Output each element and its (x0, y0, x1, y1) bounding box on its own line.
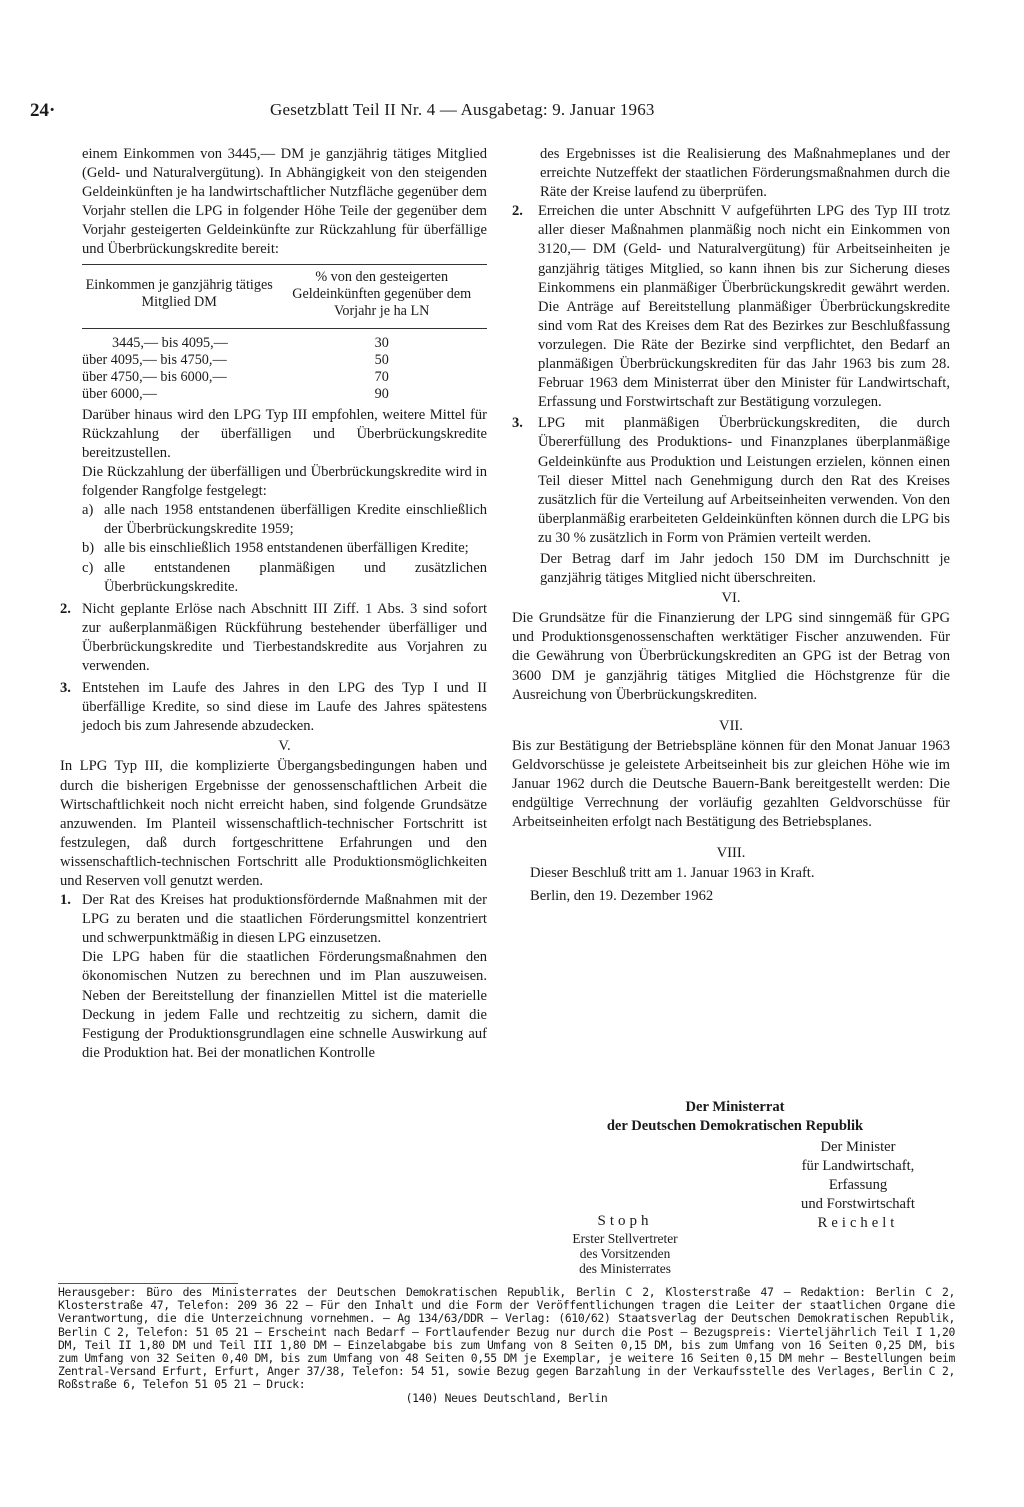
paragraph: Darüber hinaus wird den LPG Typ III empfohlen, weitere Mittel für Rückzahlung der überfälligen und Überbrückungskredite bereitzustellen. (82, 406, 487, 461)
paragraph: des Ergebnisses ist die Realisierung des Maßnahmeplanes und der erreichte Nutzeffekt der staatlichen Förderungsmaßnahmen durch die Räte der Kreise laufend zu überprüfen. (540, 146, 950, 201)
deputy-block (540, 1212, 710, 1276)
table-cell-percent: 50 (374, 351, 389, 368)
minister-title-line: und Forstwirtschaft (801, 1196, 915, 1212)
list-text: alle entstandenen planmäßigen und zusätzlichen Überbrückungskredite. (104, 559, 487, 595)
table-row (82, 328, 487, 352)
imprint-printer: (140) Neues Deutschland, Berlin (405, 1390, 608, 1405)
table-cell-range: über 4750,— bis 6000,— (82, 369, 227, 386)
list-text: Nicht geplante Erlöse nach Abschnitt III Ziff. 1 Abs. 3 sind sofort zur außerplanmäßigen Rückführung bestehender überfälliger und Überbrückungskredite und Tierbestandskredite aus Vorjahren zu verwenden. (82, 600, 487, 674)
paragraph: Die Rückzahlung der überfälligen und Überbrückungskredite wird in folgender Rangfolge festgelegt: (82, 464, 487, 500)
page-header (30, 96, 750, 126)
table-cell-range: 3445,— bis 4095,— (112, 334, 228, 351)
list-item (512, 414, 950, 548)
section-heading-v: V. (278, 738, 291, 755)
footer-divider (58, 1283, 238, 1284)
list-text: Erreichen die unter Abschnitt V aufgeführten LPG des Typ III trotz aller dieser Maßnahmen planmäßig noch nicht ein Einkommen von 3120,— DM (Geld- und Naturalvergütung) für Arbeitseinheiten je ganzjährig tätiges Mitglied, so kann ihnen bis zur Sicherung dieses Einkommens ein planmäßiger Überbrückungskredit gewährt werden. Die Anträge auf Bereitstellung planmäßiger Überbrückungskredite sind vom Rat des Kreises dem Rat des Bezirkes zur Beschlußfassung vorzulegen. Die Räte der Bezirke sind verpflichtet, den Bedarf an planmäßigen Überbrückungskrediten für das Jahr 1963 bis zum 28. Februar 1963 dem Ministerrat über den Minister für Landwirtschaft, Erfassung und Forstwirtschaft zur Bestätigung vorzulegen. (538, 203, 950, 411)
imprint-text: Herausgeber: Büro des Ministerrates der Deutschen Demokratischen Republik, Berlin C 2, Klosterstraße 47 — Redaktion: Berlin C 2, Klosterstraße 47, Telefon: 209 36 22 — Für den Inhalt und die Form der Veröffentlichungen tragen die Leiter der staatlichen Organe die Verantwortung, die die Unterzeichnung vornehmen. — Ag 134/63/DDR — Verlag: (610/62) Staatsverlag der Deutschen Demokratischen Republik, Berlin C 2, Telefon: 51 05 21 — Erscheint nach Bedarf — Fortlaufender Bezug nur durch die Post — Bezugspreis: Vierteljährlich Teil I 1,20 DM, Teil II 1,80 DM und Teil III 1,80 DM — Einzelabgabe bis zum Umfang von 8 Seiten 0,15 DM, bis zum Umfang von 16 Seiten 0,25 DM, bis zum Umfang von 32 Seiten 0,40 DM, bis zum Umfang von 48 Seiten 0,55 DM je Exemplar, je weitere 16 Seiten 0,15 DM mehr — Bestellungen beim Zentral-Versand Erfurt, Erfurt, Anger 37/38, Telefon: 54 51, sowie Bezug gegen Barzahlung in der Verkaufsstelle des Verlages, Berlin C 2, Roßstraße 6, Telefon 51 05 21 — Druck: (58, 1285, 955, 1392)
table-header-percent: % von den gesteigerten Geldeinkünften gegenüber dem Vorjahr je ha LN (276, 264, 487, 328)
list-item (60, 600, 487, 676)
list-marker: c) (82, 559, 94, 576)
table-cell-percent: 90 (374, 386, 389, 403)
deputy-title-line: des Vorsitzenden (579, 1246, 671, 1261)
minister-name: Reichelt (817, 1215, 899, 1231)
paragraph: Die LPG haben für die staatlichen Förderungsmaßnahmen den ökonomischen Nutzen zu berechnen und im Plan auszuweisen. Neben der Bereitstellung der finanziellen Mittel ist die materielle Deckung in jedem Falle und rechtzeitig zu sichern, damit die Festigung der Produktionsgrundlagen eine schnelle Auswirkung auf die Produktion hat. Bei der monatlichen Kontrolle (82, 949, 487, 1061)
page-number: 24· (30, 100, 56, 121)
place-date: Berlin, den 19. Dezember 1962 (530, 888, 714, 905)
paragraph: Die Grundsätze für die Finanzierung der LPG sind sinngemäß für GPG und Produktionsgenossenschaften werktätiger Fischer anzuwenden. Für die Gewährung von Überbrückungskrediten an GPG ist der Betrag von 3600 DM je ganzjährig tätiges Mitglied die Höchstgrenze für die Ausreichung von Überbrückungskrediten. (512, 610, 950, 703)
right-column (512, 145, 950, 907)
running-title: Gesetzblatt Teil II Nr. 4 — Ausgabetag: 9. Januar 1963 (270, 100, 655, 119)
imprint (58, 1286, 955, 1405)
minister-title-line: Erfassung (828, 1177, 888, 1193)
list-marker: 3. (60, 680, 71, 697)
list-item (512, 202, 950, 412)
minister-title-line: Der Minister (820, 1139, 896, 1155)
list-item (60, 891, 487, 948)
left-column (60, 145, 487, 1063)
table-cell-percent: 30 (374, 334, 389, 351)
list-marker: b) (82, 540, 95, 557)
list-item (60, 679, 487, 736)
intro-paragraph: einem Einkommen von 3445,— DM je ganzjährig tätiges Mitglied (Geld- und Naturalvergütung). In Abhängigkeit von den steigenden Geldeinkünften je ha landwirtschaftlicher Nutzfläche gegenüber dem Vorjahr stellen die LPG in folgender Höhe Teile der gegenüber dem Vorjahr gesteigerten Geldeinkünfte zur Rückzahlung für überfällige und Überbrückungskredite bereit: (82, 146, 487, 258)
list-marker: 2. (60, 600, 71, 617)
signature-body-line: Der Ministerrat (685, 1099, 785, 1115)
minister-title-line: für Landwirtschaft, (801, 1158, 915, 1174)
deputy-name: Stoph (597, 1213, 653, 1229)
income-table (82, 264, 487, 404)
list-text: alle bis einschließlich 1958 entstandenen überfälligen Kredite; (104, 540, 469, 557)
list-item (82, 559, 487, 597)
deputy-title-line: des Ministerrates (579, 1261, 671, 1276)
list-marker: 3. (512, 415, 523, 432)
section-heading-vii: VII. (719, 717, 743, 734)
table-row (82, 369, 487, 386)
section-heading-viii: VIII. (716, 845, 746, 862)
table-cell-range: über 4095,— bis 4750,— (82, 351, 227, 368)
paragraph: Der Betrag darf im Jahr jedoch 150 DM im Durchschnitt je ganzjährig tätiges Mitglied nicht überschreiten. (540, 550, 950, 587)
list-text: Der Rat des Kreises hat produktionsfördernde Maßnahmen mit der LPG zu beraten und die staatlichen Förderungsmittel konzentriert und schwerpunktmäßig in diesen LPG einzusetzen. (82, 892, 487, 947)
list-text: alle nach 1958 entstandenen überfälligen Kredite einschließlich der Überbrückungskredite 1959; (104, 502, 487, 538)
signature-body-line: der Deutschen Demokratischen Republik (606, 1118, 864, 1134)
list-marker: 2. (512, 203, 523, 220)
paragraph: Dieser Beschluß tritt am 1. Januar 1963 in Kraft. (530, 865, 815, 882)
minister-block (748, 1138, 968, 1233)
list-marker: 1. (60, 892, 71, 909)
table-cell-percent: 70 (374, 369, 389, 386)
deputy-title-line: Erster Stellvertreter (572, 1231, 678, 1246)
list-marker: a) (82, 502, 94, 519)
table-header-income: Einkommen je ganzjährig tätiges Mitglied DM (82, 264, 276, 328)
table-row (82, 352, 487, 369)
table-row (82, 386, 487, 403)
signature-body (560, 1098, 910, 1136)
paragraph: In LPG Typ III, die komplizierte Übergangsbedingungen haben und durch die bisherigen Ergebnisse der genossenschaftlichen Arbeit die Wirtschaftlichkeit noch nicht erreicht haben, sind folgende Grundsätze anzuwenden. Im Planteil wissenschaftlich-technischer Fortschritt ist festzulegen, daß durch fortgeschrittene Erfahrungen und den wissenschaftlich-technischen Fortschritt alle Produktionsmöglichkeiten und Reserven voll genutzt werden. (60, 758, 487, 889)
paragraph: Bis zur Bestätigung der Betriebspläne können für den Monat Januar 1963 Geldvorschüsse je geleistete Arbeitseinheit bis zur gleichen Höhe wie im Januar 1962 durch die Deutsche Bauern-Bank bereitgestellt werden: Die endgültige Verrechnung der vorläufig gezahlten Geldvorschüsse für Arbeitseinheiten erfolgt nach Bestätigung des Betriebsplanes. (512, 737, 950, 831)
table-cell-range: über 6000,— (82, 386, 157, 403)
list-text: Entstehen im Laufe des Jahres in den LPG des Typ I und II überfällige Kredite, so sind diese im Laufe des Jahres spätestens jedoch bis zum Jahresende abzudecken. (82, 680, 487, 735)
list-text: LPG mit planmäßigen Überbrückungskrediten, die durch Übererfüllung des Produktions- und Finanzplanes überplanmäßige Geldeinkünfte aus Produktion und Leistungen erzielen, können einen Teil dieser Mittel nach Genehmigung durch den Rat des Kreises zusätzlich für die Verteilung auf Arbeitseinheiten verwenden. Von den überplanmäßig erarbeiteten Geldeinkünften können durch die LPG bis zu 30 % zusätzlich in Form von Prämien verteilt werden. (538, 415, 950, 546)
list-item (82, 501, 487, 539)
list-item (82, 539, 487, 558)
section-heading-vi: VI. (721, 590, 741, 607)
